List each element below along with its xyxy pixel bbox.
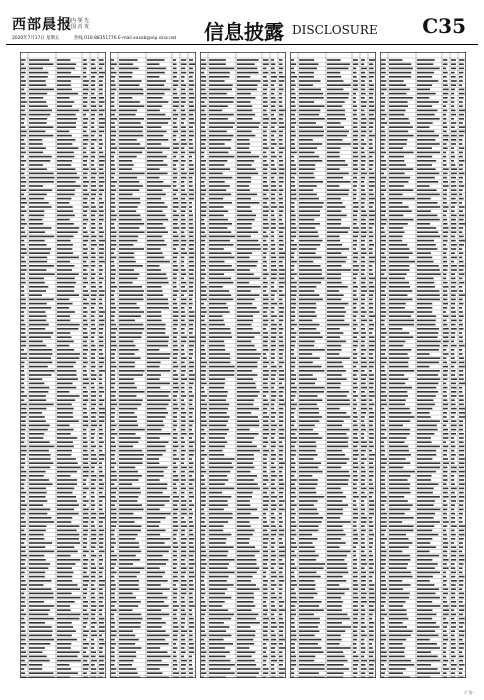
- disclosure-table-4: [290, 52, 376, 678]
- table-column-3: [200, 52, 286, 678]
- page-number: C35: [422, 14, 466, 38]
- table-column-1: [20, 52, 106, 678]
- section-subtitle: DISCLOSURE: [292, 23, 378, 37]
- table-column-5: [380, 52, 466, 678]
- dateline: 2020年7月17日 星期五: [12, 36, 60, 41]
- disclosure-table-1: [20, 52, 106, 678]
- edition-label-1: 国内 领 先: [66, 18, 90, 24]
- masthead-rule: [6, 44, 478, 45]
- disclosure-columns: [20, 52, 466, 678]
- disclosure-table-3: [200, 52, 286, 678]
- disclosure-table-5: [380, 52, 466, 678]
- section-title: 信息披露: [204, 20, 284, 44]
- disclosure-table-2: [110, 52, 196, 678]
- edition-labels: [66, 18, 89, 30]
- table-column-4: [290, 52, 376, 678]
- newspaper-logo: 西部晨报: [12, 17, 72, 33]
- hotline: 热线 010-88351776 E-mail:xxxxb@vip.sina.net: [74, 36, 177, 41]
- table-column-2: [110, 52, 196, 678]
- edition-label-2: 全国 首 发: [66, 24, 90, 30]
- masthead: [6, 6, 478, 44]
- footer-note: ·广告·: [463, 690, 474, 695]
